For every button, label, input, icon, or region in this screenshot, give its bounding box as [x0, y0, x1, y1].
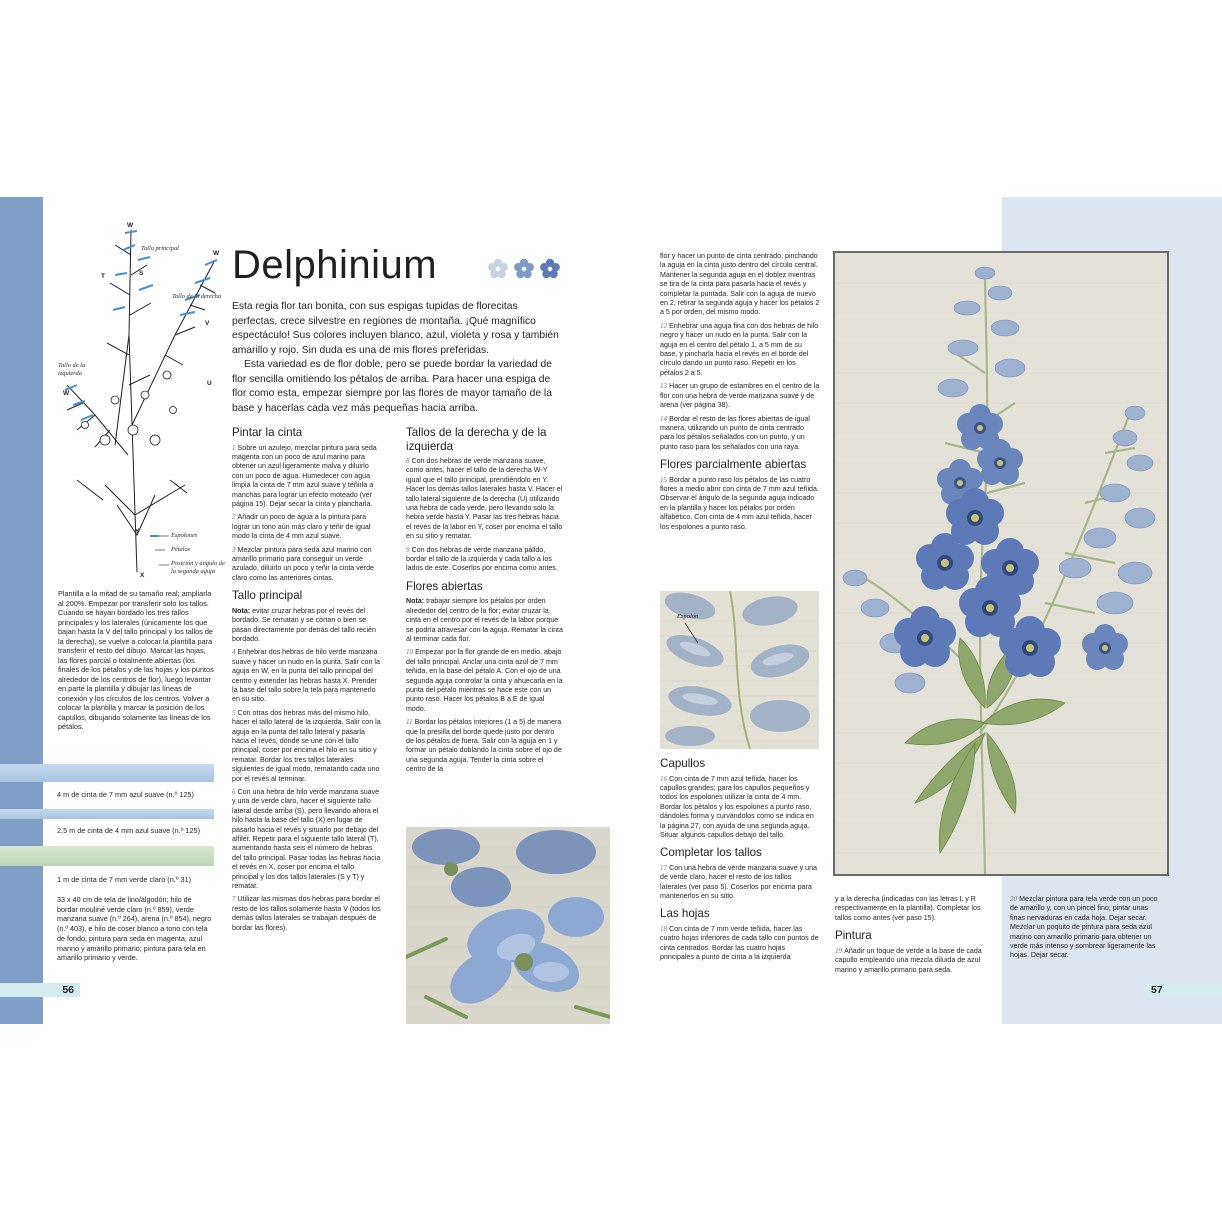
step-text: Mezclar pintura para tela verde con un poco de amarillo y, con un pincel fino, pintar unas finas nervaduras en cada hoja. Dejar secar. Mezclar un poquito de pintura para seda azul marino con amarillo primario para obtener un verde más intenso y sombrear ligeramente las hojas. Dejar secar.	[1010, 895, 1158, 960]
column-3	[660, 252, 820, 532]
step-number: 14	[660, 414, 668, 423]
step-number: 1	[232, 443, 236, 452]
step-number: 4	[232, 648, 236, 657]
step-text: Utilizar las mismas dos hebras para bordar el resto de los tallos solamente hasta V (todos los demás tallos laterales se trabajan después de bordar las flores).	[232, 895, 381, 932]
svg-text:W: W	[127, 222, 134, 229]
step-number: 7	[232, 895, 236, 904]
step-12	[660, 322, 820, 378]
column-1	[232, 426, 382, 933]
svg-text:V: V	[205, 320, 210, 327]
step-10	[406, 648, 564, 714]
page-number-right: 57	[1145, 983, 1222, 997]
label-spurs: Espolones	[171, 532, 198, 539]
step-text: Sobre un azulejo, mezclar pintura para seda magenta con un poco de azul marino para obtener un azul ligeramente malva y diluirlo con un poco de agua. Humedecer con agua limpia la cinta de 7 mm azul suave y teñirla a manchas para lograr un efecto moteado (ver página 15). Dejar secar la cinta y plancharla.	[232, 443, 377, 508]
column-3-lower	[660, 757, 820, 963]
column-5	[1010, 895, 1162, 961]
step-3	[232, 546, 382, 584]
spur-detail-photo	[660, 591, 819, 749]
step-text: Enhebrar una aguja fina con dos hebras de hilo negro y hacer un nudo en la punta. Salir con la aguja en el centro del pétalo 1, a 5 mm de su base, y pincharla hacia el revés en el borde del círculo dando un punto raso. Repetir en los pétalos 2 a 5.	[660, 321, 819, 377]
step-number: 3	[232, 545, 236, 554]
svg-text:Y: Y	[135, 528, 140, 535]
stem-diagram	[55, 215, 230, 585]
step-11-continued: flor y hacer un punto de cinta centrado, pinchando la aguja en la cinta justo dentro del círculo central. Mantener la segunda aguja en el doblez mientras se tira de la cinta para pasarla hacia el revés y completar la puntada. Salir con la aguja de nuevo en 2, retirar la segunda aguja y hacer los pétalos 2 a 5 por orden, del mismo modo.	[660, 252, 820, 317]
label-petals: Pétalos	[171, 546, 191, 553]
intro-paragraph: Esta regia flor tan bonita, con sus espigas tupidas de florecitas perfectas, crece silvestre en regiones de montaña. ¡Qué magnífico espectáculo! Sus colores incluyen blanco, azul, violeta y rosa y también amarillo y rojo. Sin duda es una de mis flores preferidas.	[232, 301, 559, 356]
heading-leaves: Las hojas	[660, 907, 710, 921]
step-1	[232, 444, 382, 510]
step-text: Con dos hebras de verde manzana pálido, bordar el tallo de la izquierda y cada tallo a los lados de este. Coserlos por encima como antes.	[406, 545, 558, 573]
svg-text:S: S	[139, 270, 144, 277]
step-16	[660, 775, 820, 841]
step-number: 19	[835, 946, 843, 955]
step-6	[232, 788, 382, 891]
step-5	[232, 709, 382, 784]
step-number: 15	[660, 475, 668, 484]
label-main-stem: Tallo principal	[141, 245, 179, 252]
step-number: 12	[660, 321, 668, 330]
step-text: Añadir un poco de agua a la pintura para lograr un tono aún más claro y teñir de igual modo la cinta de 4 mm azul suave.	[232, 513, 371, 541]
step-number: 18	[660, 924, 668, 933]
step-11	[406, 718, 564, 774]
step-14	[660, 415, 820, 453]
spur-label: Espolón	[677, 613, 699, 620]
step-text: Mezclar pintura para seda azul marino con amarillo primario para conseguir un verde azulado, diluirlo un poco y teñir la cinta verde claro como las anteriores cintas.	[232, 545, 374, 582]
ribbon-label: 4 m de cinta de 7 mm azul suave (n.º 125)	[57, 790, 194, 799]
page-title: Delphinium	[232, 243, 438, 287]
step-text: Con una hebra de verde manzana suave y una de verde claro, hacer el resto de los tallos laterales (ver paso 5). Coserlos por encima para mantenerlos en su sitio.	[660, 863, 817, 901]
column-2	[406, 426, 564, 775]
step-13	[660, 382, 820, 410]
step-number: 8	[406, 457, 410, 465]
step-text: Bordar los pétalos interiores (1 a 5) de manera que la presilla del borde quede justo por dentro de los pétalos de fuera. Salir con la aguja en 1 y formar un pétalo doblando la cinta sobre el ojo de una segunda aguja. Tender la cinta sobre el centro de la	[406, 718, 562, 774]
step-text: Con cinta de 7 mm azul teñida, hacer los capullos grandes; para los capullos pequeños y todos los espolones utilizar la cinta de 4 mm. Bordar los pétalos y los espolones a punto raso, dándoles forma y curvándolos como se indica en la página 27, con ayuda de una segunda aguja. Situar algunos capullos debajo del tallo.	[660, 774, 814, 839]
step-text: Con una hebra de hilo verde manzana suave y una de verde claro, hacer el siguiente tallo lateral desde arriba (S), pero llevando ahora el hilo hasta la base del tallo (X) en lugar de pasarlo hacia el revés y situarlo por debajo del alfiler. Repetir para el siguiente tallo lateral (T), aumentando hasta seis el número de hebras del tallo principal. Pasar todas las hebras hacia el revés en X, coser por encima el tallo principal y los dos tallos laterales (S y T) y rematar.	[232, 788, 381, 891]
heading-open-flowers: Flores abiertas	[406, 579, 483, 593]
ribbon-swatch-blue-4mm	[0, 809, 214, 819]
step-18	[660, 925, 820, 963]
ribbon-swatch-green-7mm	[0, 846, 214, 866]
note-label: Nota:	[232, 606, 251, 615]
step-number: 17	[660, 863, 668, 872]
label-left-stem: Tallo de la izquierda	[58, 362, 86, 377]
heading-side-stems: Tallos de la derecha y de la izquierda	[406, 426, 547, 453]
svg-text:W: W	[63, 390, 70, 397]
step-text: Con cinta de 7 mm verde teñida, hacer las cuatro hojas inferiores de cada tallo con puntos de cinta centrados. Bordar las cuatro hojas principales a punto de cinta a la izquierda	[660, 924, 819, 962]
left-color-band	[0, 197, 43, 1024]
svg-text:W: W	[213, 250, 220, 257]
step-number: 2	[232, 513, 236, 522]
ribbon-label: 2,5 m de cinta de 4 mm azul suave (n.º 125)	[57, 826, 200, 835]
note-text: evitar cruzar hebras por el revés del bordado. Se rematan y se cortan o bien se pasan directamente por detrás del tallo recién bordado.	[232, 606, 376, 643]
template-note: Plantilla a la mitad de su tamaño real; ampliarla al 200%. Empezar por transferir solo los tallos. Cuando se hayan bordado los tres tallos principales y los laterales (únicamente los que bajan hasta la V del tallo principal y los tallos de la derecha), se vuelve a colocar la plantilla para transferir el resto del dibujo. Marcar las hojas, las flores parcial o totalmente abiertas (los finales de los pétalos y de las hojas y los puntos alrededor de los centros de flor), luego levantar en parte la plantilla y dibujar las líneas de conexión y los círculos de los centros. Volver a colocar la plantilla y marcar la posición de los capullos, dibujando solamente las líneas de los pétalos.	[58, 589, 214, 731]
step-text: Bordar el resto de las flores abiertas de igual manera, utilizando un punto de cinta centrado para los pétalos señalados con un punto, y un punto raso para los señalados con una raya.	[660, 414, 810, 451]
label-needle-position: Posición y ángulo de la segunda aguja	[171, 560, 225, 575]
heading-paint-ribbon: Pintar la cinta	[232, 426, 303, 439]
delphinium-photo	[833, 251, 1169, 876]
step-number: 20	[1010, 895, 1018, 903]
column-4	[835, 895, 995, 975]
step-number: 11	[406, 718, 413, 727]
closeup-flowers-photo	[406, 827, 610, 1024]
heading-main-stem: Tallo principal	[232, 589, 303, 603]
step-text: Enhebrar dos hebras de hilo verde manzana suave y hacer un nudo en la punta. Salir con la aguja en W, en la punta del tallo principal del centro y extender las hebras hasta X. Prender la base del tallo sobre la tela para mantenerlo en su sitio.	[232, 648, 380, 704]
note-main-stem	[232, 607, 382, 645]
label-right-stem: Tallo de la derecha	[172, 293, 222, 300]
note-label: Nota:	[406, 597, 425, 606]
ribbon-swatch-blue-7mm	[0, 764, 214, 782]
step-15	[660, 476, 820, 532]
step-text: Con otras dos hebras más del mismo hilo, hacer el tallo lateral de la izquierda. Salir con la aguja en la punta del tallo lateral y pasarla hacia el revés, donde se une con el tallo principal, coser por encima el hilo en su sitio y rematar. Bordar los tres tallos laterales siguientes de igual modo, rematando cada uno por el revés al terminar.	[232, 708, 381, 783]
note-open-flowers	[406, 597, 564, 644]
note-text: trabajar siempre los pétalos por orden alrededor del centro de la flor; evitar cruzar la cinta en el centro por el revés de la labor porque se podría atravesar con la aguja. Rematar la cinta al terminar cada flor.	[406, 597, 563, 643]
svg-text:X: X	[140, 572, 145, 579]
step-18-continued: y a la derecha (indicadas con las letras L y R respectivamente en la plantilla). Completar los tallos como antes (ver paso 15).	[835, 895, 981, 922]
step-19	[835, 947, 995, 975]
heading-complete-stems: Completar los tallos	[660, 846, 762, 860]
heading-painting: Pintura	[835, 929, 872, 943]
step-number: 6	[232, 788, 236, 796]
flower-ornament-icon	[486, 256, 566, 282]
step-text: Con dos hebras de verde manzana suave, como antes, hacer el tallo de la derecha W-Y igual que el tallo principal, prendiéndolo en Y. Hacer los demás tallos laterales hasta V. Hacer el tallo lateral siguiente de la derecha (U) utilizando una hebra de cada verde, pero llevando solo la hebra verde hasta Y. Pasar las tres hebras hacia el revés de la labor en Y, coser por encima el tallo en su sitio y rematar.	[406, 457, 563, 541]
intro-paragraph: Esta variedad es de flor doble, pero se puede bordar la variedad de flor sencilla omitiendo los pétalos de arriba. Para hacer una espiga de flor como esta, empezar siempre por las flores de mayor tamaño de la base y hacerlas cada vez más pequeñas hacia arriba.	[232, 359, 552, 414]
step-number: 9	[406, 545, 410, 554]
page-number-left: 56	[0, 983, 80, 997]
step-number: 16	[660, 774, 668, 783]
materials-list: 33 x 40 cm de tela de lino/algodón; hilo de bordar mouliné verde claro (n.º 859), verde manzana suave (n.º 264), arena (n.º 854), negro (n.º 403), e hilo de coser blanco a tono con tela de fondo; pintura para seda en magenta, azul marino y amarillo primario; pintura para tela en amarillo primario y verde.	[57, 895, 212, 963]
svg-text:T: T	[101, 273, 105, 280]
step-9	[406, 546, 564, 574]
heading-partial-flowers: Flores parcialmente abiertas	[660, 458, 807, 472]
intro-text	[232, 300, 564, 416]
step-text: Bordar a punto raso los pétalos de las cuatro flores a medio abrir con cinta de 7 mm azul teñida. Observar el ángulo de la segunda aguja indicado en la plantilla y hacer los pétalos por orden alfabético. Con cinta de 4 mm azul teñida, hacer los espolones a punto raso.	[660, 475, 819, 531]
step-4	[232, 648, 382, 704]
step-text: Empezar por la flor grande de en medio, abajo del tallo principal. Anclar una cinta azul de 7 mm teñida, en la base del pétalo A. Con el ojo de una segunda aguja controlar la cinta y ahuecarla en la punta del pétalo mientras se hace este con un punto raso. Hacer los pétalos B a E de igual modo.	[406, 648, 563, 713]
step-7	[232, 895, 382, 933]
step-number: 5	[232, 708, 236, 717]
step-8	[406, 457, 564, 542]
step-number: 10	[406, 648, 414, 657]
step-2	[232, 513, 382, 541]
heading-buds: Capullos	[660, 757, 706, 770]
step-number: 13	[660, 382, 668, 391]
template-drawing	[55, 215, 230, 585]
step-text: Hacer un grupo de estambres en el centro de la flor con una hebra de verde manzana suave y de arena (ver página 38).	[660, 382, 820, 410]
step-20	[1010, 895, 1162, 961]
step-text: Añadir un toque de verde a la base de cada capullo empleando una mezcla diluida de azul marino y amarillo primario para seda.	[835, 946, 982, 974]
ribbon-label: 1 m de cinta de 7 mm verde claro (n.º 31)	[57, 875, 192, 884]
svg-text:U: U	[207, 380, 212, 387]
step-17	[660, 864, 820, 902]
